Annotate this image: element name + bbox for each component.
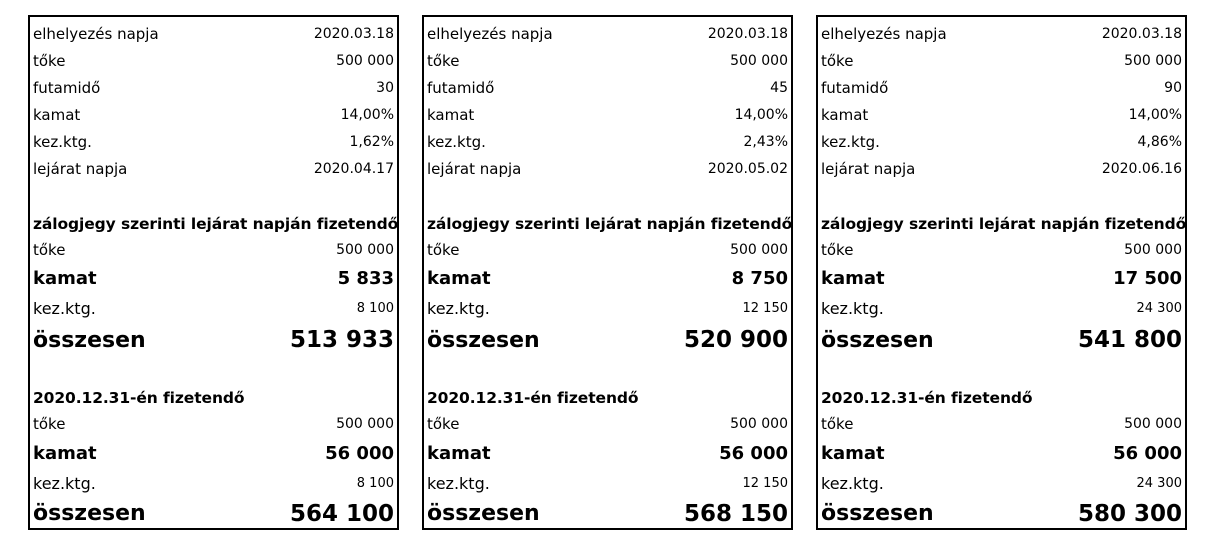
maturity-interest-label: kamat	[33, 267, 97, 289]
yearend-total-value: 564 100	[289, 500, 394, 527]
maturity-date-value: 2020.06.16	[1101, 160, 1182, 177]
term-label: futamidő	[821, 78, 889, 97]
handling-fee-rate-row	[30, 128, 397, 155]
yearend-fee-value: 24 300	[1136, 475, 1182, 491]
yearend-interest-value: 56 000	[719, 442, 788, 464]
maturity-fee-value: 8 100	[356, 300, 394, 316]
yearend-interest-row	[424, 437, 791, 469]
term-row	[818, 74, 1185, 101]
interest-rate-label: kamat	[821, 105, 869, 124]
maturity-date-label: lejárat napja	[33, 159, 128, 178]
placement-date-row	[424, 21, 791, 47]
interest-rate-label: kamat	[33, 105, 81, 124]
maturity-fee-label: kez.ktg.	[427, 298, 490, 318]
maturity-principal-row	[818, 237, 1185, 263]
principal-row	[30, 47, 397, 74]
principal-value: 500 000	[730, 52, 788, 69]
handling-fee-rate-label: kez.ktg.	[821, 132, 880, 151]
maturity-payment-heading-text: zálogjegy szerinti lejárat napján fizetendő	[821, 215, 1187, 233]
interest-rate-row	[424, 101, 791, 128]
yearend-fee-value: 12 150	[742, 475, 788, 491]
maturity-interest-row	[30, 263, 397, 293]
yearend-interest-value: 56 000	[1113, 442, 1182, 464]
maturity-payment-heading	[424, 211, 791, 237]
maturity-interest-row	[424, 263, 791, 293]
principal-value: 500 000	[336, 52, 394, 69]
placement-date-label: elhelyezés napja	[821, 25, 947, 43]
principal-label: tőke	[821, 51, 854, 70]
yearend-fee-row	[818, 469, 1185, 497]
handling-fee-rate-label: kez.ktg.	[427, 132, 486, 151]
yearend-total-label: összesen	[821, 501, 934, 526]
yearend-principal-value: 500 000	[336, 416, 394, 432]
deposit-panel-90-days	[816, 15, 1187, 530]
yearend-interest-label: kamat	[33, 442, 97, 464]
placement-date-label: elhelyezés napja	[427, 25, 553, 43]
maturity-total-label: összesen	[33, 327, 146, 353]
principal-value: 500 000	[1124, 52, 1182, 69]
yearend-principal-row	[818, 411, 1185, 437]
interest-rate-value: 14,00%	[340, 106, 394, 123]
maturity-interest-label: kamat	[821, 267, 885, 289]
maturity-total-row	[818, 323, 1185, 357]
maturity-principal-value: 500 000	[730, 242, 788, 258]
maturity-fee-value: 12 150	[742, 300, 788, 316]
maturity-total-label: összesen	[821, 327, 934, 353]
yearend-fee-row	[424, 469, 791, 497]
yearend-principal-label: tőke	[821, 415, 854, 433]
maturity-date-label: lejárat napja	[427, 159, 522, 178]
interest-rate-value: 14,00%	[734, 106, 788, 123]
yearend-total-label: összesen	[427, 501, 540, 526]
maturity-total-row	[424, 323, 791, 357]
maturity-payment-heading-text: zálogjegy szerinti lejárat napján fizetendő	[33, 215, 399, 233]
maturity-date-value: 2020.05.02	[707, 160, 788, 177]
yearend-fee-label: kez.ktg.	[427, 473, 490, 493]
maturity-fee-row	[424, 293, 791, 323]
maturity-principal-label: tőke	[427, 241, 460, 259]
handling-fee-rate-value: 4,86%	[1137, 133, 1182, 150]
interest-rate-value: 14,00%	[1128, 106, 1182, 123]
yearend-principal-row	[30, 411, 397, 437]
yearend-payment-heading-text: 2020.12.31-én fizetendő	[33, 389, 245, 407]
yearend-fee-value: 8 100	[356, 475, 394, 491]
term-value: 30	[376, 79, 394, 96]
yearend-total-row	[424, 497, 791, 530]
maturity-fee-value: 24 300	[1136, 300, 1182, 316]
yearend-total-row	[30, 497, 397, 530]
maturity-payment-heading-text: zálogjegy szerinti lejárat napján fizetendő	[427, 215, 793, 233]
yearend-principal-label: tőke	[427, 415, 460, 433]
placement-date-row	[30, 21, 397, 47]
maturity-date-label: lejárat napja	[821, 159, 916, 178]
maturity-payment-heading	[30, 211, 397, 237]
term-label: futamidő	[427, 78, 495, 97]
yearend-fee-label: kez.ktg.	[821, 473, 884, 493]
yearend-payment-heading-text: 2020.12.31-én fizetendő	[821, 389, 1033, 407]
term-label: futamidő	[33, 78, 101, 97]
handling-fee-rate-label: kez.ktg.	[33, 132, 92, 151]
yearend-fee-row	[30, 469, 397, 497]
maturity-principal-row	[30, 237, 397, 263]
maturity-date-row	[30, 155, 397, 182]
handling-fee-rate-row	[818, 128, 1185, 155]
placement-date-value: 2020.03.18	[1101, 26, 1182, 42]
maturity-principal-row	[424, 237, 791, 263]
yearend-principal-label: tőke	[33, 415, 66, 433]
yearend-payment-heading	[30, 385, 397, 411]
maturity-date-row	[818, 155, 1185, 182]
deposit-panel-45-days	[422, 15, 793, 530]
maturity-fee-label: kez.ktg.	[33, 298, 96, 318]
interest-rate-label: kamat	[427, 105, 475, 124]
maturity-payment-heading	[818, 211, 1185, 237]
maturity-interest-value: 8 750	[731, 267, 788, 289]
yearend-payment-heading	[424, 385, 791, 411]
maturity-date-row	[424, 155, 791, 182]
yearend-principal-row	[424, 411, 791, 437]
yearend-total-label: összesen	[33, 501, 146, 526]
placement-date-label: elhelyezés napja	[33, 25, 159, 43]
maturity-fee-label: kez.ktg.	[821, 298, 884, 318]
yearend-total-value: 568 150	[683, 500, 788, 527]
principal-label: tőke	[427, 51, 460, 70]
maturity-principal-value: 500 000	[1124, 242, 1182, 258]
yearend-payment-heading	[818, 385, 1185, 411]
maturity-total-row	[30, 323, 397, 357]
term-value: 45	[770, 79, 788, 96]
maturity-fee-row	[30, 293, 397, 323]
term-row	[424, 74, 791, 101]
maturity-total-label: összesen	[427, 327, 540, 353]
yearend-interest-label: kamat	[821, 442, 885, 464]
yearend-interest-label: kamat	[427, 442, 491, 464]
yearend-total-row	[818, 497, 1185, 530]
term-value: 90	[1164, 79, 1182, 96]
maturity-interest-value: 5 833	[337, 267, 394, 289]
interest-rate-row	[30, 101, 397, 128]
principal-row	[818, 47, 1185, 74]
placement-date-row	[818, 21, 1185, 47]
yearend-principal-value: 500 000	[1124, 416, 1182, 432]
maturity-date-value: 2020.04.17	[313, 160, 394, 177]
yearend-fee-label: kez.ktg.	[33, 473, 96, 493]
maturity-interest-value: 17 500	[1113, 267, 1182, 289]
yearend-principal-value: 500 000	[730, 416, 788, 432]
handling-fee-rate-value: 2,43%	[743, 133, 788, 150]
maturity-total-value: 513 933	[289, 327, 394, 353]
principal-label: tőke	[33, 51, 66, 70]
maturity-fee-row	[818, 293, 1185, 323]
handling-fee-rate-row	[424, 128, 791, 155]
maturity-principal-label: tőke	[821, 241, 854, 259]
deposit-panel-30-days	[28, 15, 399, 530]
yearend-interest-row	[818, 437, 1185, 469]
placement-date-value: 2020.03.18	[313, 26, 394, 42]
yearend-interest-value: 56 000	[325, 442, 394, 464]
yearend-interest-row	[30, 437, 397, 469]
yearend-total-value: 580 300	[1077, 500, 1182, 527]
yearend-payment-heading-text: 2020.12.31-én fizetendő	[427, 389, 639, 407]
handling-fee-rate-value: 1,62%	[349, 133, 394, 150]
maturity-interest-row	[818, 263, 1185, 293]
term-row	[30, 74, 397, 101]
placement-date-value: 2020.03.18	[707, 26, 788, 42]
maturity-principal-value: 500 000	[336, 242, 394, 258]
maturity-interest-label: kamat	[427, 267, 491, 289]
maturity-total-value: 541 800	[1077, 327, 1182, 353]
principal-row	[424, 47, 791, 74]
interest-rate-row	[818, 101, 1185, 128]
maturity-total-value: 520 900	[683, 327, 788, 353]
maturity-principal-label: tőke	[33, 241, 66, 259]
